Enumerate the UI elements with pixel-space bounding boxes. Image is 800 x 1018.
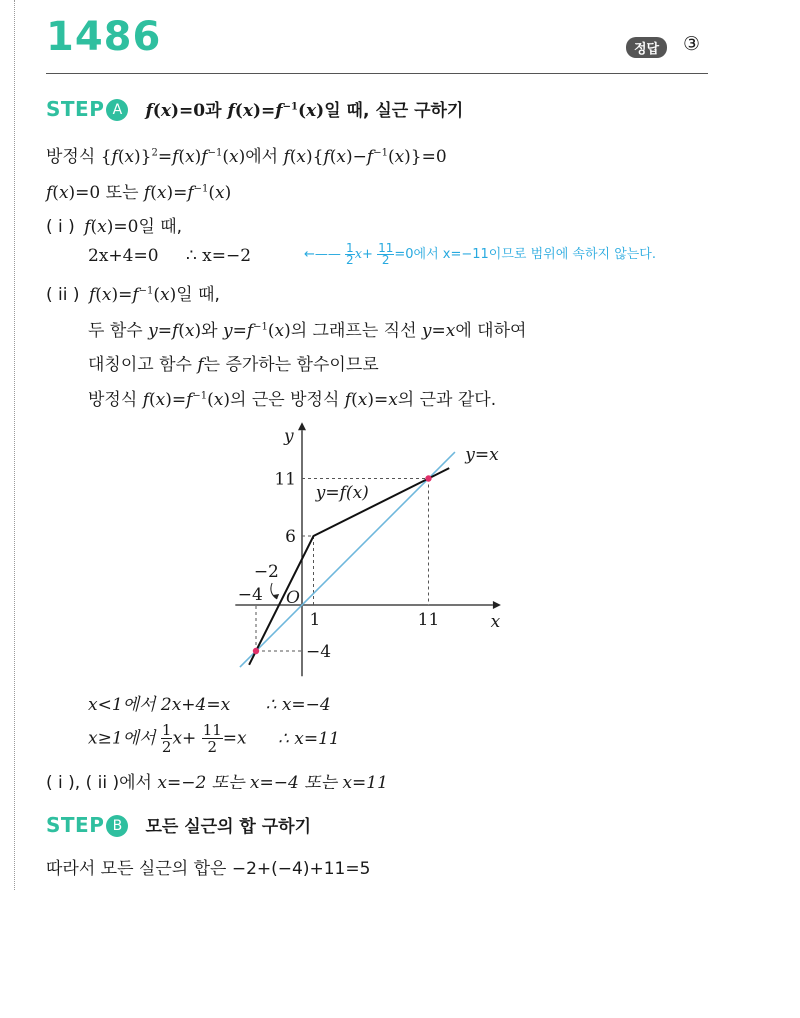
- res2-frac-eleven-half: $\frac{11}{2}$: [202, 721, 222, 756]
- expl1-d: 에 대하여: [455, 321, 527, 341]
- step-a-badge: A: [106, 99, 128, 121]
- case-i-equation: [88, 246, 251, 266]
- res1-b: ∴ x=−4: [265, 695, 331, 715]
- equation-line-2: f(x)=0 또는 $f(x)=f^{-1}(x)$: [46, 183, 232, 203]
- result-line-2: x≥1에서 $\frac{1}{2}$ x+ $\frac{11}{2}$ =x ∴ x=11: [88, 721, 340, 756]
- step-a-title: 일 때, 실근 구하기: [324, 101, 464, 121]
- x-axis-label: x: [490, 612, 501, 632]
- case-ii-heading: ( ii ) $f(x)=f^{-1}(x)$일 때,: [46, 285, 220, 305]
- origin-label: O: [286, 588, 300, 608]
- line1-mid: 에서: [245, 147, 279, 167]
- summary-a: ( i ), ( ii )에서: [46, 773, 152, 793]
- step-a-heading: STEP A f(x)=0과 $f(x)=f^{-1}(x)$일 때, 실근 구하기: [46, 97, 464, 121]
- res1-a: x<1에서 2x+4=x: [88, 695, 231, 715]
- note-arrow: ←——: [304, 247, 341, 262]
- summary-b: x=−2 또는 x=−4 또는 x=11: [157, 773, 388, 793]
- answer-value: ③: [683, 33, 701, 55]
- tick-y-6: 6: [285, 527, 296, 547]
- tick-x-1: 1: [309, 610, 321, 630]
- curve-label: y=f(x): [315, 483, 369, 504]
- line2-mid: 또는: [105, 183, 139, 203]
- tick-y-m4: −4: [306, 642, 332, 662]
- case-i-suffix: 일 때,: [138, 217, 183, 237]
- expl3-b: 의 근은 방정식: [230, 390, 340, 410]
- note-frac-eleven-half: $\frac{11}{2}$: [378, 241, 394, 267]
- case-ii-suffix: 일 때,: [176, 285, 220, 305]
- step-a-conj: 과: [205, 101, 222, 121]
- note-frac-half: $\frac{1}{2}$: [346, 241, 354, 267]
- left-margin-guide: [14, 0, 15, 890]
- explanation-line-3: 방정식 $f(x)=f^{-1}(x)$의 근은 방정식 f(x)=x의 근과 같다.: [88, 390, 497, 410]
- case-i-note: ←—— $\frac{1}{2}$ x+ $\frac{11}{2}$ =0에서 x=−11이므로 범위에 속하지 않는다.: [304, 241, 657, 267]
- case-ii-label: ( ii ): [46, 285, 80, 305]
- res2-b: ∴ x=11: [278, 728, 340, 749]
- res2-a: x≥1에서: [88, 728, 156, 749]
- case-i-result: ∴ x=−2: [185, 246, 252, 266]
- tick-x-m2: −2: [253, 562, 279, 582]
- equation-line-1: 방정식 $\{f(x)\}^2=f(x)f^{-1}(x)$에서 $f(x)\{f(x)-f^{-1}(x)\}=0$: [46, 147, 447, 167]
- header-divider: [46, 73, 708, 74]
- step-b-badge: B: [106, 815, 128, 837]
- intersection-point-1: [425, 475, 431, 481]
- tick-x-11: 11: [417, 610, 440, 630]
- final-answer-line: 따라서 모든 실근의 합은 −2+(−4)+11=5: [46, 859, 371, 879]
- step-b-heading: [46, 812, 311, 837]
- explanation-line-1: 두 함수 y=f(x)와 $y=f^{-1}(x)$의 그래프는 직선 y=x에 대하여: [88, 321, 527, 341]
- note-text: =0에서 x=−11이므로 범위에 속하지 않는다.: [394, 247, 657, 262]
- case-i-heading: ( i ) f(x)=0일 때,: [46, 217, 183, 237]
- expl1-c: 의 그래프는 직선: [290, 321, 417, 341]
- y-axis-arrow: [298, 422, 306, 430]
- step-b-title: 모든 실근의 합 구하기: [145, 817, 312, 837]
- answer-badge: 정답: [626, 37, 667, 58]
- summary-line: [46, 768, 388, 793]
- expl1-b: 와: [201, 321, 218, 341]
- expl3-c: 의 근과 같다.: [397, 390, 497, 410]
- tick-x-m4: −4: [237, 585, 263, 605]
- expl2-a: 대칭이고 함수: [88, 355, 192, 375]
- case-i-label: ( i ): [46, 217, 75, 237]
- step-b-label: STEP: [46, 813, 105, 837]
- line1-prefix: 방정식: [46, 147, 96, 167]
- x-axis-arrow: [493, 601, 501, 609]
- expl2-b: 는 증가하는 함수이므로: [203, 355, 379, 375]
- y-axis-label: y: [284, 426, 294, 447]
- expl3-a: 방정식: [88, 390, 138, 410]
- result-line-1: [88, 690, 331, 715]
- tick-y-11: 11: [274, 469, 296, 490]
- intersection-point-0: [253, 648, 259, 654]
- step-a-label: STEP: [46, 97, 105, 121]
- line-label: y=x: [465, 445, 499, 466]
- res2-frac-half: $\frac{1}{2}$: [161, 721, 172, 756]
- case-i-eq: 2x+4=0: [88, 246, 159, 266]
- function-graph: [220, 415, 540, 685]
- problem-number: 1486: [46, 14, 162, 60]
- expl1-a: 두 함수: [88, 321, 143, 341]
- explanation-line-2: 대칭이고 함수 f는 증가하는 함수이므로: [88, 355, 379, 375]
